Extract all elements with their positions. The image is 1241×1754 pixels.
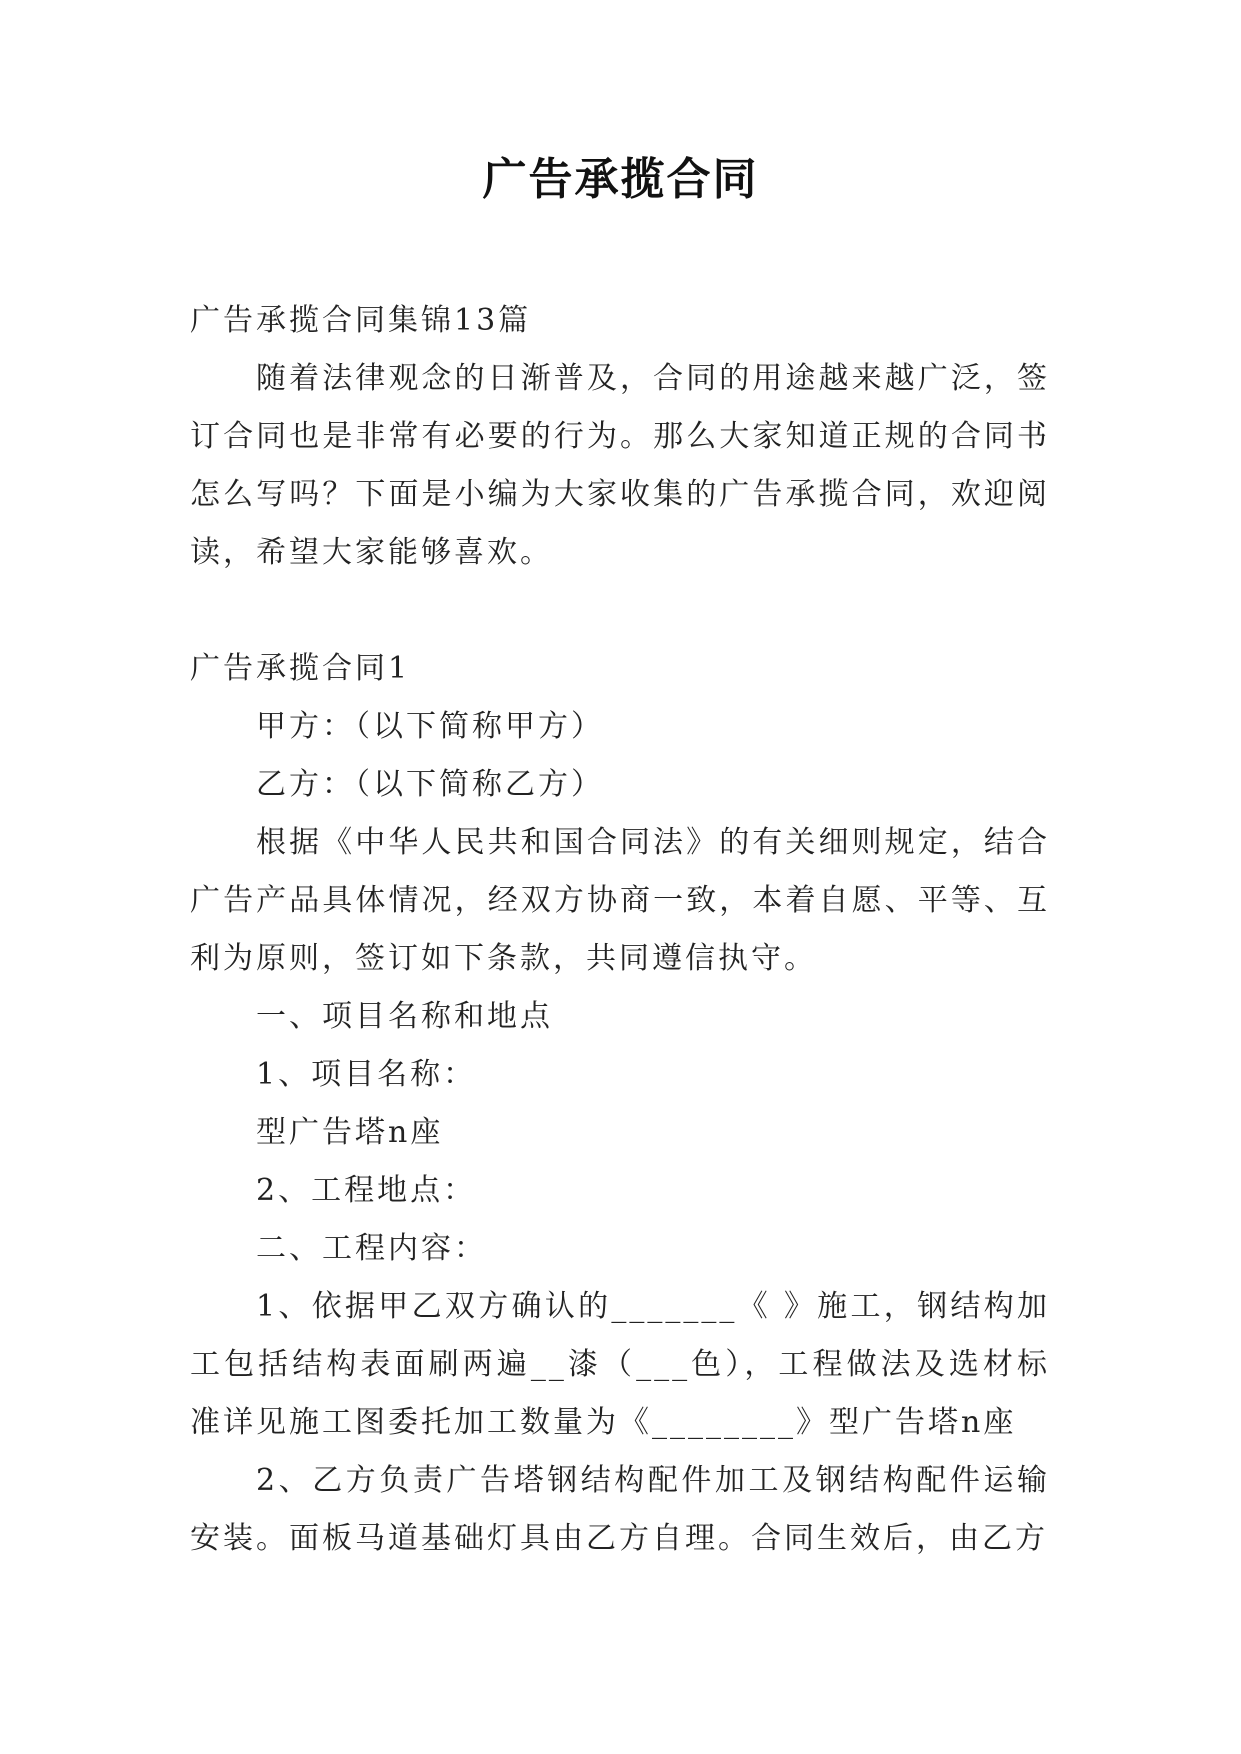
project-name-label: 1、项目名称： xyxy=(256,1057,477,1092)
project-location-label: 2、工程地点： xyxy=(256,1173,477,1208)
project-name-value: 型广告塔n座 xyxy=(256,1115,444,1150)
clause-heading-project: 一、项目名称和地点 xyxy=(256,999,553,1034)
document-subtitle: 广告承揽合同集锦13篇 xyxy=(190,303,532,338)
paragraph-spacer xyxy=(190,582,1050,640)
legal-basis-paragraph: 根据《中华人民共和国合同法》的有关细则规定，结合广告产品具体情况，经双方协商一致，本着自愿、平等、互利为原则，签订如下条款，共同遵信执守。 xyxy=(190,825,1050,976)
party-a-line: 甲方：（以下简称甲方） xyxy=(256,709,604,744)
section-heading: 广告承揽合同1 xyxy=(190,651,411,686)
party-b-line: 乙方：（以下简称乙方） xyxy=(256,767,604,802)
document-body xyxy=(190,292,1050,1568)
content-item-2: 2、乙方负责广告塔钢结构配件加工及钢结构配件运输安装。面板马道基础灯具由乙方自理。合同生效后，由乙方 xyxy=(190,1463,1050,1556)
intro-paragraph: 随着法律观念的日渐普及，合同的用途越来越广泛，签订合同也是非常有必要的行为。那么大家知道正规的合同书怎么写吗？下面是小编为大家收集的广告承揽合同，欢迎阅读，希望大家能够喜欢。 xyxy=(190,361,1050,570)
clause-heading-content: 二、工程内容： xyxy=(256,1231,487,1266)
document-title: 广告承揽合同 xyxy=(482,154,759,205)
content-item-1: 1、依据甲乙双方确认的_______《 》施工，钢结构加工包括结构表面刷两遍__漆（___色），工程做法及选材标准详见施工图委托加工数量为《________》型广告塔n座 xyxy=(190,1289,1050,1440)
